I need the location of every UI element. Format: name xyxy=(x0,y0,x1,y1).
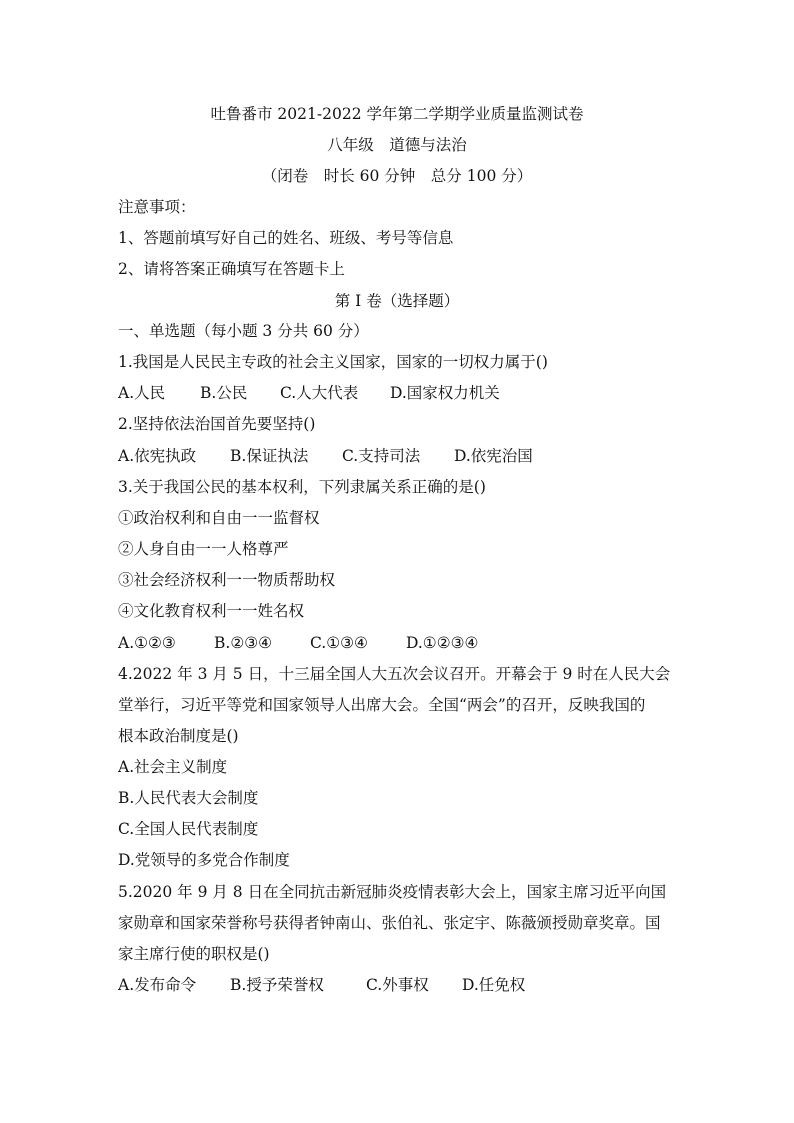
question-item: ①政治权利和自由一一监督权 xyxy=(118,509,320,527)
option-a: A.人民 xyxy=(118,384,166,402)
option-b: B.保证执法 xyxy=(230,447,309,465)
notice-item: 2、请将答案正确填写在答题卡上 xyxy=(118,260,345,278)
question-stem: 1.我国是人民民主专政的社会主义国家，国家的一切权力属于() xyxy=(118,353,548,371)
question-stem: 3.关于我国公民的基本权利，下列隶属关系正确的是() xyxy=(118,478,486,496)
question-stem: 堂举行，习近平等党和国家领导人出席大会。全国“两会”的召开，反映我国的 xyxy=(118,696,646,714)
question-options xyxy=(118,633,478,653)
option-d: D.依宪治国 xyxy=(454,447,533,465)
option-d: D.任免权 xyxy=(462,976,526,994)
question-item: ③社会经济权利一一物质帮助权 xyxy=(118,571,336,589)
option-d: D.党领导的多党合作制度 xyxy=(118,851,290,869)
option-a: A.依宪执政 xyxy=(118,447,197,465)
option-b: B.公民 xyxy=(200,384,248,402)
question-item: ④文化教育权利一一姓名权 xyxy=(118,602,305,620)
option-d: D.国家权力机关 xyxy=(390,384,500,402)
exam-info: （闭卷 时长 60 分钟 总分 100 分） xyxy=(261,167,533,185)
option-c: C.全国人民代表制度 xyxy=(118,820,259,838)
option-b: B.②③④ xyxy=(214,634,273,652)
option-a: A.发布命令 xyxy=(118,976,197,994)
question-stem: 2.坚持依法治国首先要坚持() xyxy=(118,415,316,433)
option-c: C.人大代表 xyxy=(280,384,359,402)
question-options xyxy=(118,975,525,995)
section-title: 第 I 卷（选择题） xyxy=(334,292,460,310)
grade-subject: 八年级 道德与法治 xyxy=(327,136,467,154)
question-stem: 根本政治制度是() xyxy=(118,727,239,745)
option-a: A.社会主义制度 xyxy=(118,758,228,776)
question-stem: 家主席行使的职权是() xyxy=(118,945,270,963)
option-c: C.支持司法 xyxy=(342,447,421,465)
notice-heading: 注意事项： xyxy=(118,198,196,216)
question-stem: 4.2022 年 3 月 5 日，十三届全国人大五次会议召开。开幕会于 9 时在人民大会 xyxy=(118,665,671,683)
question-options xyxy=(118,383,500,403)
question-item: ②人身自由一一人格尊严 xyxy=(118,540,289,558)
question-stem: 家勋章和国家荣誉称号获得者钟南山、张伯礼、张定宇、陈薇颁授勋章奖章。国 xyxy=(118,914,661,932)
option-c: C.①③④ xyxy=(310,634,368,652)
exam-title: 吐鲁番市 2021-2022 学年第二学期学业质量监测试卷 xyxy=(210,105,584,123)
option-d: D.①②③④ xyxy=(406,634,479,652)
option-b: B.人民代表大会制度 xyxy=(118,789,259,807)
option-c: C.外事权 xyxy=(366,976,429,994)
question-options xyxy=(118,446,533,466)
question-stem: 5.2020 年 9 月 8 日在全同抗击新冠肺炎疫情表彰大会上，国家主席习近平向国 xyxy=(118,883,667,901)
option-b: B.授予荣誉权 xyxy=(230,976,324,994)
option-a: A.①②③ xyxy=(118,634,176,652)
notice-item: 1、答题前填写好自己的姓名、班级、考号等信息 xyxy=(118,229,454,247)
part-heading: 一、单选题（每小题 3 分共 60 分） xyxy=(118,322,369,340)
